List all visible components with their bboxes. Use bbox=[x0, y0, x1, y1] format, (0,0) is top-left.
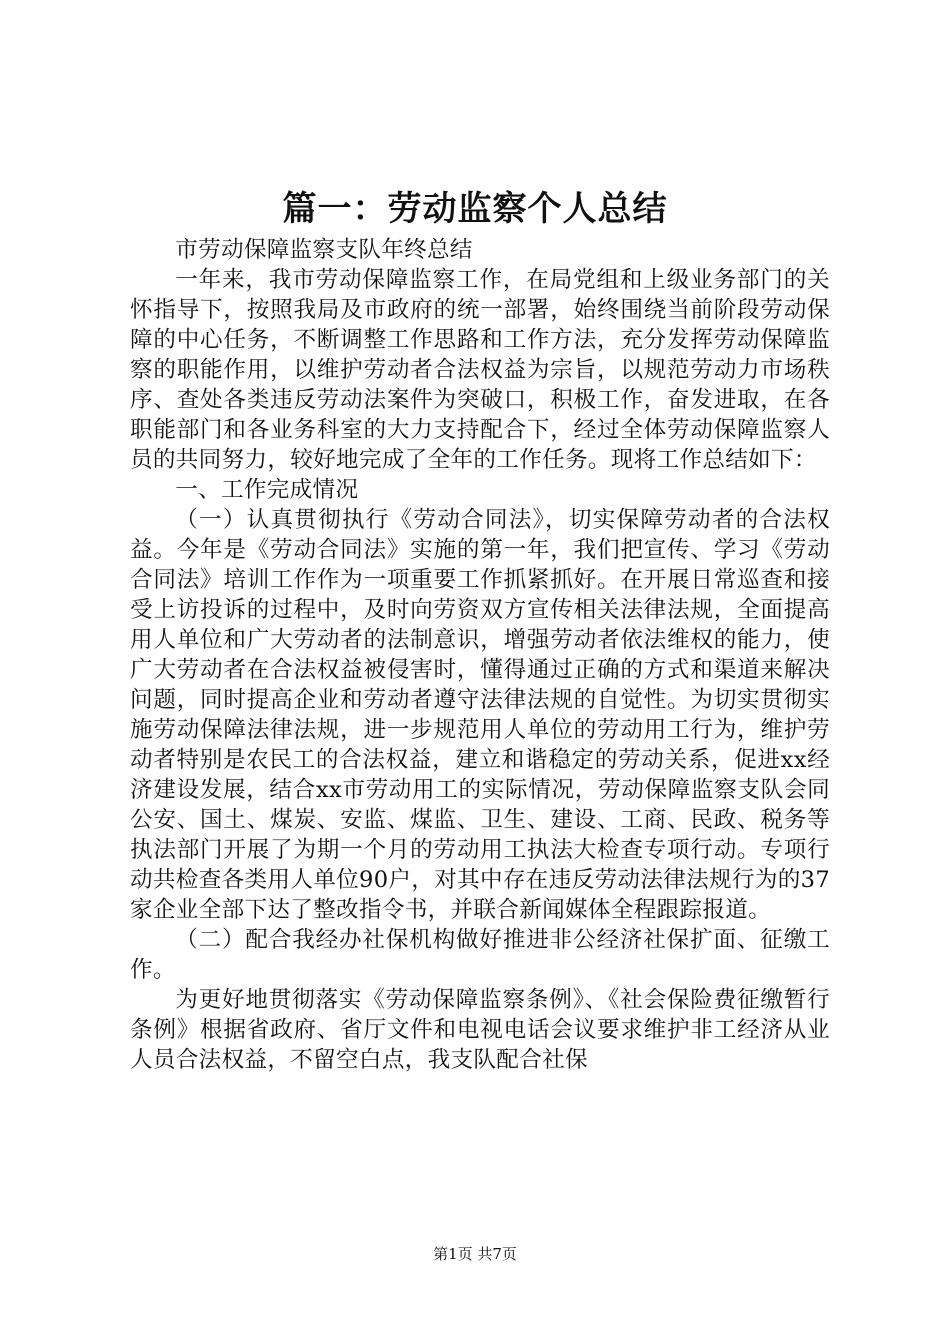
section-2-paragraph: 为更好地贯彻落实《劳动保障监察条例》、《社会保险费征缴暂行条例》根据省政府、省厅文件和电视电话会议要求维护非工经济从业人员合法权益，不留空白点，我支队配合社保 bbox=[130, 987, 830, 1073]
page-footer: 第1页 共7页 bbox=[433, 1245, 517, 1263]
section-1-paragraph: （一）认真贯彻执行《劳动合同法》，切实保障劳动者的合法权益。今年是《劳动合同法》实施的第一年，我们把宣传、学习《劳动合同法》培训工作作为一项重要工作抓紧抓好。在开展日常巡查和接受上访投诉的过程中，及时向劳资双方宣传相关法律法规，全面提高用人单位和广大劳动者的法制意识，增强劳动者依法维权的能力，使广大劳动者在合法权益被侵害时，懂得通过正确的方式和渠道来解决问题，同时提高企业和劳动者遵守法律法规的自觉性。为切实贯彻实施劳动保障法律法规，进一步规范用人单位的劳动用工行为，维护劳动者特别是农民工的合法权益，建立和谐稳定的劳动关系，促进xx经济建设发展，结合xx市劳动用工的实际情况，劳动保障监察支队会同公安、国土、煤炭、安监、煤监、卫生、建设、工商、民政、税务等执法部门开展了为期一个月的劳动用工执法大检查专项行动。专项行动共检查各类用人单位90户，对其中存在违反劳动法律法规行为的37家企业全部下达了整改指令书，并联合新闻媒体全程跟踪报道。 bbox=[130, 507, 830, 923]
document-title: 篇一：劳动监察个人总结 bbox=[282, 189, 668, 229]
section-heading: 一、工作完成情况 bbox=[175, 477, 359, 503]
section-2-heading: （二）配合我经办社保机构做好推进非公经济社保扩面、征缴工作。 bbox=[130, 927, 830, 983]
document-body bbox=[130, 235, 830, 1075]
intro-paragraph: 一年来，我市劳动保障监察工作，在局党组和上级业务部门的关怀指导下，按照我局及市政府的统一部署，始终围绕当前阶段劳动保障的中心任务，不断调整工作思路和工作方法，充分发挥劳动保障监察的职能作用，以维护劳动者合法权益为宗旨，以规范劳动力市场秩序、查处各类违反劳动法案件为突破口，积极工作，奋发进取，在各职能部门和各业务科室的大力支持配合下，经过全体劳动保障监察人员的共同努力，较好地完成了全年的工作任务。现将工作总结如下： bbox=[130, 267, 830, 473]
subtitle-paragraph: 市劳动保障监察支队年终总结 bbox=[175, 237, 473, 263]
